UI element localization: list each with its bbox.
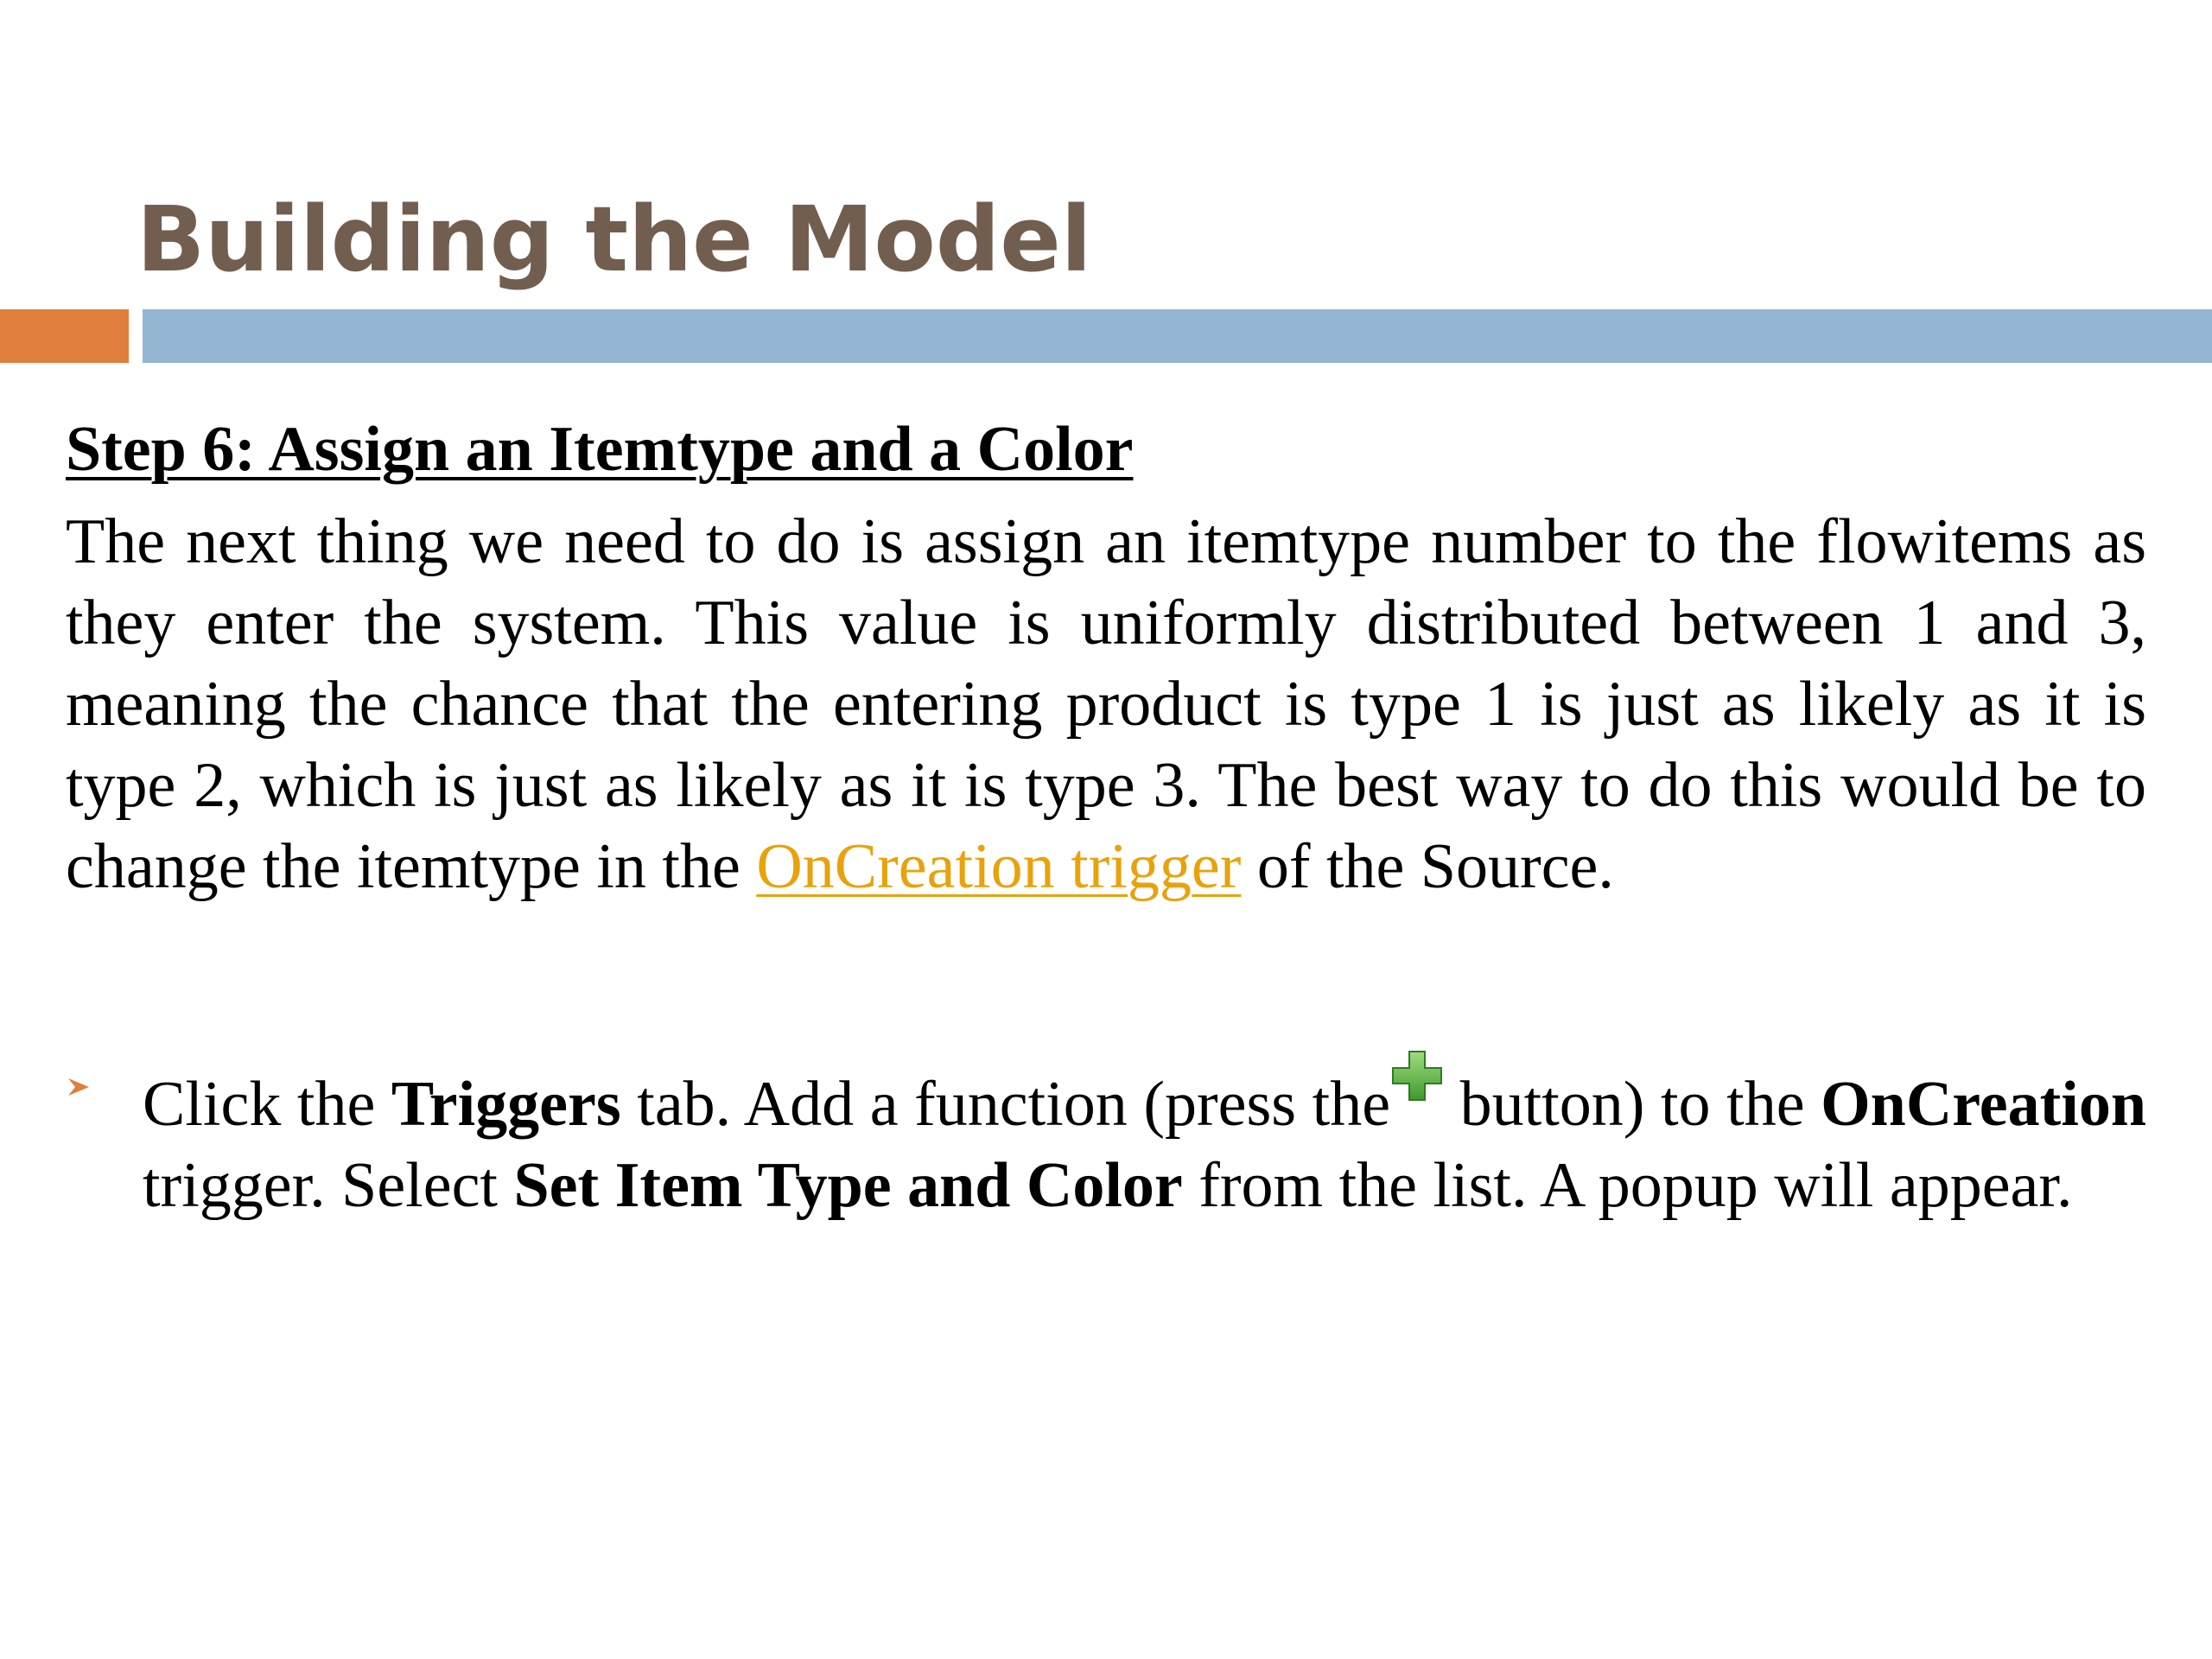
- accent-bar-orange: [0, 309, 129, 363]
- bullet-text-1: Click the: [143, 1069, 391, 1140]
- plus-icon: [1390, 1041, 1444, 1095]
- oncreation-trigger-link[interactable]: OnCreation trigger: [756, 831, 1242, 902]
- description-text-before-link: The next thing we need to do is assign an itemtype number to the flowitems as they enter the system. This value is uniformly distributed between 1 and 3, meaning the chance that the entering product is type 1 is just as likely as it is type 2, which is just as likely as it is type 3. The best way to do this would be to change the itemtype in the: [66, 506, 2146, 902]
- step-heading: Step 6: Assign an Itemtype and a Color: [66, 414, 1134, 485]
- set-item-type-and-color-label: Set Item Type and Color: [513, 1150, 1183, 1221]
- oncreation-label: OnCreation: [1821, 1069, 2146, 1140]
- description-text-after-link: of the Source.: [1241, 831, 1614, 902]
- slide-content: [66, 406, 2146, 1226]
- instruction-bullet: [66, 1041, 2146, 1226]
- bullet-text-2: tab. Add a function (press the: [620, 1069, 1391, 1140]
- slide-title: Building the Model: [137, 187, 1092, 292]
- bullet-text-4: trigger. Select: [143, 1150, 514, 1221]
- arrow-bullet-icon: [67, 1041, 102, 1122]
- accent-bar-blue: [143, 309, 2212, 363]
- triggers-tab-label: Triggers: [391, 1069, 621, 1140]
- step-description: [66, 501, 2146, 907]
- bullet-text-3: button) to the: [1444, 1069, 1821, 1140]
- bullet-text-5: from the list. A popup will appear.: [1182, 1150, 2073, 1221]
